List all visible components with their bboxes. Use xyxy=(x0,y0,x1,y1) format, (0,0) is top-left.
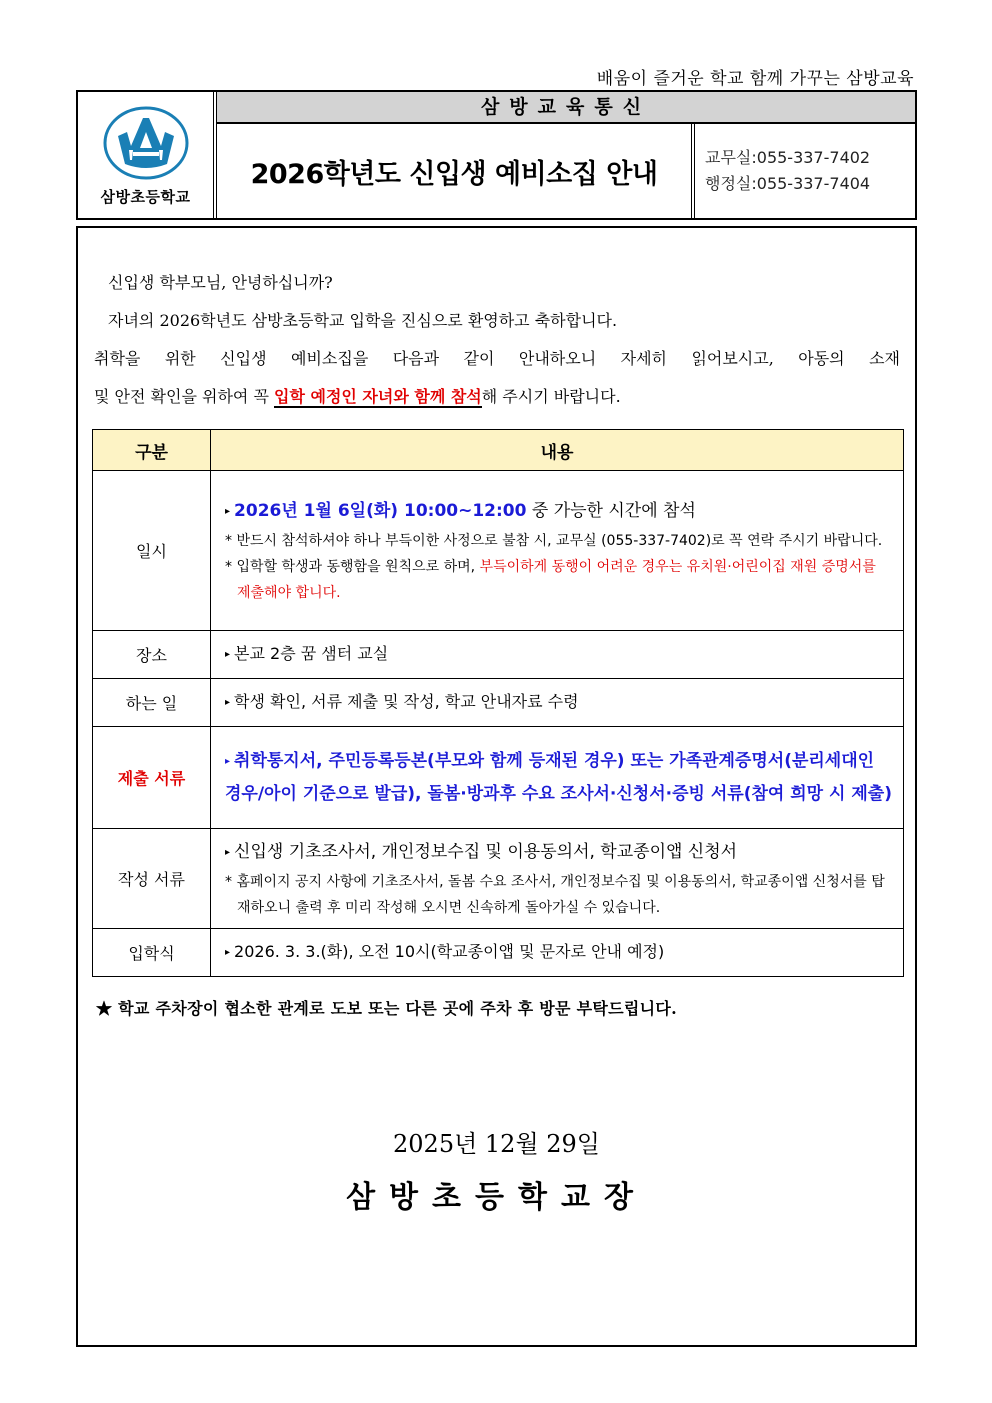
newsletter-header xyxy=(76,90,917,220)
emphasis-attend-with-child: 입학 예정인 자녀와 함께 참석 xyxy=(274,387,482,406)
bullet-icon: ▸ xyxy=(225,947,231,958)
newsletter-banner: 삼방교육통신 xyxy=(217,92,915,124)
header-content: 내용 xyxy=(211,430,904,471)
info-table xyxy=(92,429,904,977)
notice-body xyxy=(76,226,917,1347)
purpose-line: 취학을 위한 신입생 예비소집을 다음과 같이 안내하오니 자세히 읽어보시고, 아동의 소재 xyxy=(94,349,900,368)
intro-text xyxy=(94,264,900,416)
contact-admin-office: 행정실:055-337-7404 xyxy=(705,174,871,193)
schedule-datetime: 2026년 1월 6일(화) 10:00~12:00 xyxy=(234,501,527,521)
page-title: 2026학년도 신입생 예비소집 안내 xyxy=(217,124,695,218)
row-label: 작성 서류 xyxy=(93,829,211,929)
table-row-schedule: 일시 ▸ 2026년 1월 6일(화) 10:00~12:00 중 가능한 시간에 참석 * 반드시 참석하셔야 하나 부득이한 사정으로 불참 시, 교무실 (055-337-7402)로 꼭 연락 주시기 바랍니다. * 입학할 학생과 동행함을 원칙으로 하며, 부득이하게 동행이 어려운 경우는 유치원·어린이집 재원 증명서를 제출해야 합니다. xyxy=(93,471,904,631)
header-category: 구분 xyxy=(93,430,211,471)
school-logo-cell xyxy=(78,92,217,218)
bullet-icon: ▸ xyxy=(225,697,231,708)
row-label: 장소 xyxy=(93,631,211,679)
bullet-icon: ▸ xyxy=(225,847,231,858)
welcome-line: 자녀의 2026학년도 삼방초등학교 입학을 진심으로 환영하고 축하합니다. xyxy=(108,311,618,330)
note-absence: * 반드시 참석하셔야 하나 부득이한 사정으로 불참 시, 교무실 (055-337-7402)로 꼭 연락 주시기 바랍니다. xyxy=(225,533,883,549)
row-label: 입학식 xyxy=(93,929,211,977)
note-accompany: * 입학할 학생과 동행함을 원칙으로 하며, 부득이하게 동행이 어려운 경우는 유치원·어린이집 재원 증명서를 제출해야 합니다. xyxy=(225,559,876,601)
school-crown-logo-icon xyxy=(103,106,189,180)
submit-docs-list: 취학통지서, 주민등록등본(부모와 함께 등재된 경우) 또는 가족관계증명서(분리세대인 경우/아이 기준으로 발급), 돌봄·방과후 수요 조사서·신청서·증빙 서류(참여 희망 시 제출) xyxy=(225,751,892,804)
bullet-icon: ▸ xyxy=(225,756,231,767)
greeting: 신입생 학부모님, 안녕하십니까? xyxy=(108,273,333,292)
row-label: 하는 일 xyxy=(93,679,211,727)
request-line: 및 안전 확인을 위하여 꼭 입학 예정인 자녀와 함께 참석해 주시기 바랍니다. xyxy=(94,387,621,406)
bullet-icon: ▸ xyxy=(225,506,231,517)
contact-info xyxy=(695,124,915,218)
table-row-submit-docs xyxy=(93,727,904,829)
table-row-ceremony: 입학식 ▸ 2026. 3. 3.(화), 오전 10시(학교종이앱 및 문자로 안내 예정) xyxy=(93,929,904,977)
bullet-icon: ▸ xyxy=(225,649,231,660)
principal-signature: 삼방초등학교장 xyxy=(346,1180,647,1215)
table-row-place: 장소 ▸ 본교 2층 꿈 샘터 교실 xyxy=(93,631,904,679)
school-name-label: 삼방초등학교 xyxy=(100,188,191,206)
parking-notice: ★ 학교 주차장이 협소한 관계로 도보 또는 다른 곳에 주차 후 방문 부탁드립니다. xyxy=(96,999,678,1018)
contact-academic-office: 교무실:055-337-7402 xyxy=(705,148,871,167)
row-label: 제출 서류 xyxy=(93,727,211,829)
row-label: 일시 xyxy=(93,471,211,631)
note-homepage: * 홈페이지 공지 사항에 기초조사서, 돌봄 수요 조사서, 개인정보수집 및 이용동의서, 학교종이앱 신청서를 탑재하오니 출력 후 미리 작성해 오시면 신속하게 돌아가실 수 있습니다. xyxy=(225,874,885,916)
table-row-write-docs: 작성 서류 ▸ 신입생 기초조사서, 개인정보수집 및 이용동의서, 학교종이앱 신청서 * 홈페이지 공지 사항에 기초조사서, 돌봄 수요 조사서, 개인정보수집 및 이용동의서, 학교종이앱 신청서를 탑재하오니 출력 후 미리 작성해 오시면 신속하게 돌아가실 수 있습니다. xyxy=(93,829,904,929)
table-row-tasks: 하는 일 ▸ 학생 확인, 서류 제출 및 작성, 학교 안내자료 수령 xyxy=(93,679,904,727)
school-motto: 배움이 즐거운 학교 함께 가꾸는 삼방교육 xyxy=(596,69,914,89)
table-header-row xyxy=(93,430,904,471)
issue-date: 2025년 12월 29일 xyxy=(393,1130,600,1158)
